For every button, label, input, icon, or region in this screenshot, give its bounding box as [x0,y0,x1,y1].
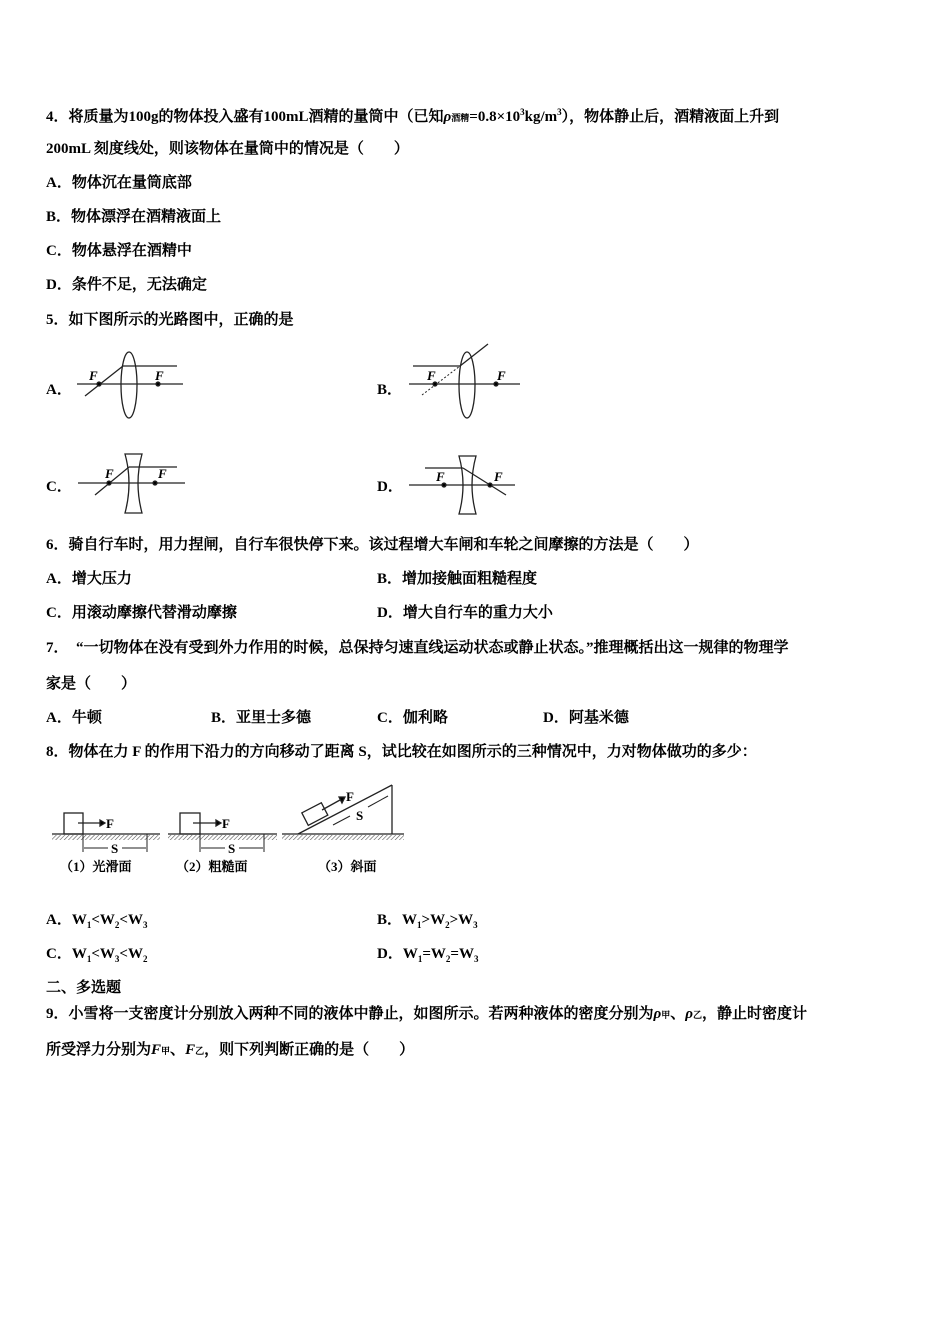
text: =W [422,946,446,962]
q8-option-d [377,944,478,969]
q4-option-b: B．物体漂浮在酒精液面上 [46,209,222,225]
focus-label: F [427,368,436,383]
caption-smooth: （1）光滑面 [60,859,132,874]
text: A． [46,912,72,928]
section-heading: 二、多选题 [46,980,122,996]
subscript: 甲 [661,1010,671,1020]
q5-label-a: A． [46,382,72,398]
text: <W [91,946,115,962]
force-symbol: F [185,1042,196,1058]
q5-label-c: C． [46,479,72,495]
subscript: 1 [417,954,423,964]
q8-option-c [46,944,147,969]
text: 、 [670,1006,686,1022]
q9-line2 [46,1040,414,1061]
text: W [402,946,418,962]
focus-label: F [155,368,164,383]
text: <W [91,912,115,928]
text: <W [119,946,143,962]
focus-label: F [105,466,114,481]
text: 、 [170,1042,186,1058]
distance-label: S [111,841,119,856]
q5-label-b: B． [377,382,403,398]
text: D． [377,946,403,962]
text: <W [119,912,143,928]
q4-option-c: C．物体悬浮在酒精中 [46,243,192,259]
distance-label: S [228,841,236,856]
q4-option-d: D．条件不足，无法确定 [46,277,207,293]
force-label: F [106,816,114,831]
q8-option-b [377,910,478,935]
q4-line2: 200mL 刻度线处，则该物体在量筒中的情况是（ ） [46,141,409,157]
q7-line1: 7． “一切物体在没有受到外力作用的时候，总保持匀速直线运动状态或静止状态。”推理概括出这一规律的物理学 [46,640,789,656]
q6-option-b: B．增加接触面粗糙程度 [377,571,538,587]
text: 4．将质量为100g的物体投入盛有100mL酒精的量筒中（已知 [46,109,444,125]
subscript: 1 [86,954,92,964]
subscript: 3 [473,954,479,964]
q6-option-d: D．增大自行车的重力大小 [377,605,553,621]
subscript: 1 [417,920,422,930]
subscript: 2 [445,920,450,930]
text: ，静止时密度计 [702,1006,808,1022]
rho-symbol: ρ [653,1006,662,1022]
force-label: F [346,789,354,804]
diagram-a-convex-lens [77,352,183,418]
text: W [402,912,418,928]
subscript: 2 [142,954,148,964]
focus-label: F [89,368,98,383]
focus-label: F [494,469,503,484]
text: W [71,946,87,962]
diagram-b-convex-lens [409,344,520,418]
subscript: 1 [86,920,92,930]
rho-symbol: ρ [685,1006,694,1022]
force-label: F [222,816,230,831]
text: C． [46,946,72,962]
subscript: 2 [114,920,120,930]
diagram-d-concave-lens [409,456,515,514]
text: B． [377,912,403,928]
exponent: 3 [520,107,525,117]
q7-option-c: C．伽利略 [377,710,448,726]
text: >W [449,912,474,928]
q9-line1 [46,1004,807,1025]
focus-label: F [436,469,445,484]
q8-stem: 8．物体在力 F 的作用下沿力的方向移动了距离 S，试比较在如图所示的三种情况中，力对物体做功的多少： [46,744,757,760]
work-figure-1-smooth [52,813,160,874]
q7-option-d: D．阿基米德 [543,710,629,726]
subscript: 乙 [693,1010,703,1020]
distance-label: S [356,808,364,823]
q8-option-a [46,910,147,935]
q7-option-a: A．牛顿 [46,710,102,726]
text: =0.8×10 [469,109,521,125]
subscript: 酒精 [451,113,470,123]
text: 所受浮力分别为 [46,1042,152,1058]
text: ，则下列判断正确的是（ ） [204,1042,415,1058]
subscript: 3 [114,954,120,964]
q6-option-a: A．增大压力 [46,571,132,587]
q5-label-d: D． [377,479,403,495]
text: ），物体静止后，酒精液面上升到 [561,109,780,125]
q7-option-b: B．亚里士多德 [211,710,312,726]
diagram-c-concave-lens [78,454,185,513]
work-figure-2-rough [168,813,277,874]
text: W [71,912,87,928]
text: kg/m [524,109,558,125]
exponent: 3 [557,107,562,117]
work-figure-3-incline [282,785,404,874]
caption-incline: （3）斜面 [318,859,377,874]
subscript: 3 [142,920,148,930]
focus-label: F [158,466,167,481]
q6-option-c: C．用滚动摩擦代替滑动摩擦 [46,605,237,621]
q5-stem: 5．如下图所示的光路图中，正确的是 [46,312,294,328]
text: >W [421,912,446,928]
text: =W [450,946,474,962]
subscript: 2 [445,954,451,964]
q7-line2: 家是（ ） [46,676,137,692]
caption-rough: （2）粗糙面 [176,859,248,874]
subscript: 3 [473,920,478,930]
subscript: 甲 [161,1046,171,1056]
q4-option-a: A．物体沉在量筒底部 [46,175,192,191]
focus-label: F [497,368,506,383]
subscript: 乙 [195,1046,205,1056]
text: 9．小雪将一支密度计分别放入两种不同的液体中静止，如图所示。若两种液体的密度分别为 [46,1006,654,1022]
force-symbol: F [151,1042,162,1058]
q6-stem: 6．骑自行车时，用力捏闸，自行车很快停下来。该过程增大车闸和车轮之间摩擦的方法是（ ） [46,537,699,553]
rho-symbol: ρ [443,109,452,125]
